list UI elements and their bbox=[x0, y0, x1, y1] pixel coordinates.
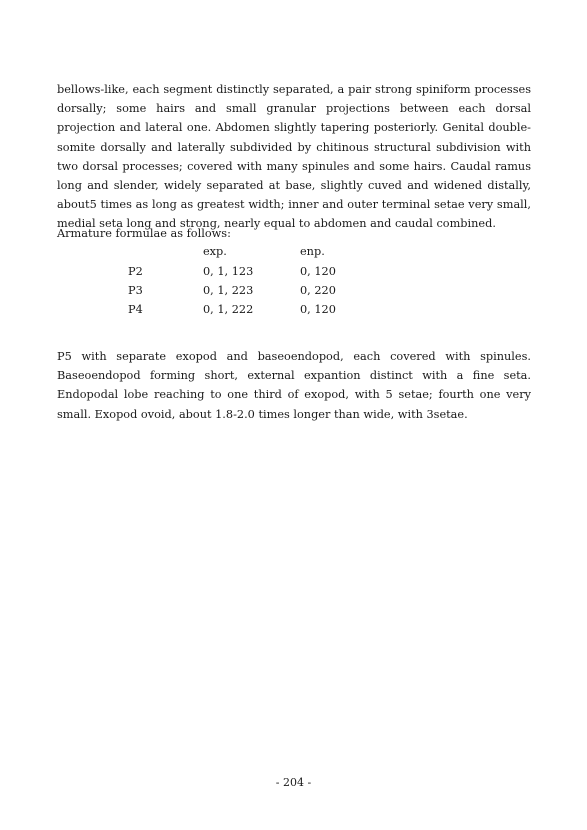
armature-exp-value: 0, 1, 223 bbox=[203, 284, 254, 297]
body-paragraph-p5-description: P5 with separate exopod and baseoendopod, each covered with spinules. Baseoendopod forming short, external expantion distinct with a fine seta. Endopodal lobe reaching to one third of exopod, with 5 setae; fourth one very small. Exopod ovoid, about 1.8-2.0 times longer than wide, with 3setae. bbox=[57, 350, 531, 421]
armature-header-enp: enp. bbox=[300, 245, 325, 258]
armature-enp-value: 0, 120 bbox=[300, 303, 336, 316]
armature-header-row bbox=[0, 242, 587, 261]
armature-row-p3 bbox=[0, 281, 587, 300]
armature-leg-label: P4 bbox=[128, 303, 143, 316]
armature-exp-value: 0, 1, 222 bbox=[203, 303, 254, 316]
armature-enp-value: 0, 220 bbox=[300, 284, 336, 297]
body-paragraph-caudal-description: bellows-like, each segment distinctly separated, a pair strong spiniform processes dorsally; some hairs and small granular projections between each dorsal projection and lateral one. Abdomen slightly tapering posteriorly. Genital double-somite dorsally and laterally subdivided by chitinous structural subdivision with two dorsal processes; covered with many spinules and some hairs. Caudal ramus long and slender, widely separated at base, slightly cuved and widened distally, about5 times as long as greatest width; inner and outer terminal setae very small, medial seta long and strong, nearly equal to abdomen and caudal combined. bbox=[57, 83, 531, 231]
armature-leg-label: P2 bbox=[128, 265, 143, 278]
page-number: - 204 - bbox=[275, 776, 312, 789]
armature-exp-value: 0, 1, 123 bbox=[203, 265, 254, 278]
armature-row-p2 bbox=[0, 262, 587, 281]
armature-leg-label: P3 bbox=[128, 284, 143, 297]
armature-enp-value: 0, 120 bbox=[300, 265, 336, 278]
armature-heading: Armature formulae as follows: bbox=[57, 227, 231, 240]
armature-row-p4 bbox=[0, 300, 587, 319]
armature-header-exp: exp. bbox=[203, 245, 227, 258]
